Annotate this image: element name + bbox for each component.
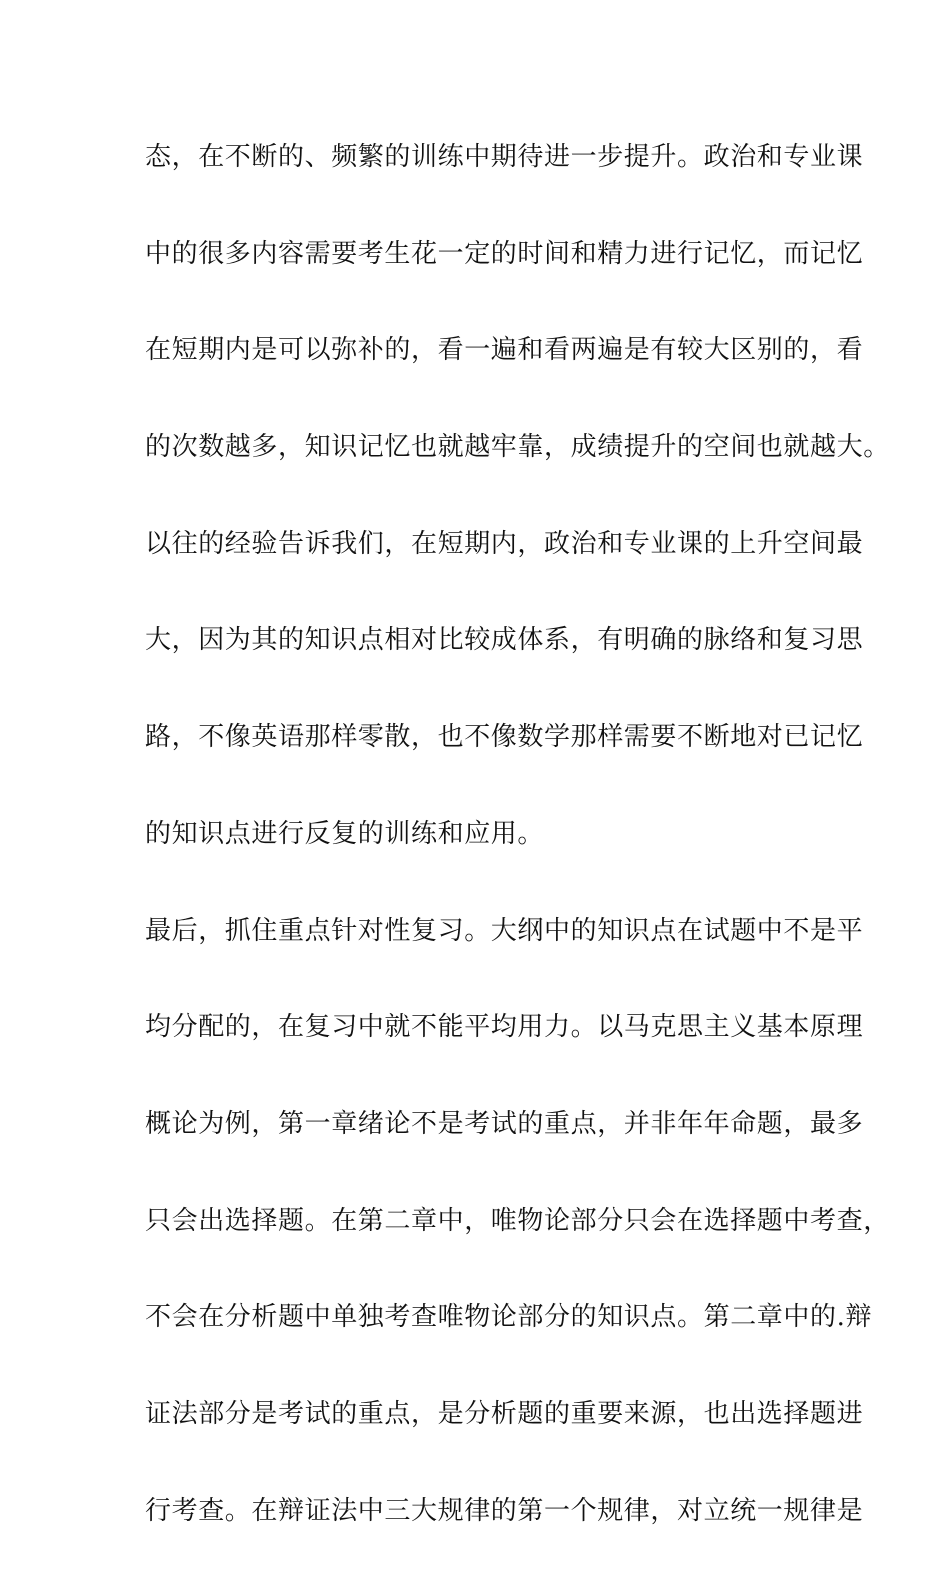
- text-line-11: 概论为例，第一章绪论不是考试的重点，并非年年命题，最多: [145, 1108, 864, 1139]
- text-line-14: 证法部分是考试的重点，是分析题的重要来源，也出选择题进: [145, 1398, 864, 1429]
- text-line-15: 行考查。在辩证法中三大规律的第一个规律，对立统一规律是: [145, 1495, 864, 1526]
- text-line-1: 态，在不断的、频繁的训练中期待进一步提升。政治和专业课: [145, 142, 864, 172]
- text-line-5: 以往的经验告诉我们，在短期内，政治和专业课的上升空间最: [145, 528, 864, 559]
- text-line-3: 在短期内是可以弥补的，看一遍和看两遍是有较大区别的，看: [145, 335, 864, 366]
- text-line-4: 的次数越多，知识记忆也就越牢靠，成绩提升的空间也就越大。: [145, 432, 890, 463]
- text-line-13: 不会在分析题中单独考查唯物论部分的知识点。第二章中的.辩: [145, 1302, 873, 1333]
- text-line-12: 只会出选择题。在第二章中，唯物论部分只会在选择题中考查，: [145, 1205, 890, 1236]
- text-line-8: 的知识点进行反复的训练和应用。: [145, 818, 545, 849]
- text-line-6: 大，因为其的知识点相对比较成体系，有明确的脉络和复习思: [145, 625, 864, 656]
- text-line-9: 最后，抓住重点针对性复习。大纲中的知识点在试题中不是平: [145, 915, 864, 946]
- text-line-7: 路，不像英语那样零散，也不像数学那样需要不断地对已记忆: [145, 722, 864, 753]
- text-line-10: 均分配的，在复习中就不能平均用力。以马克思主义基本原理: [145, 1012, 864, 1043]
- text-line-2: 中的很多内容需要考生花一定的时间和精力进行记忆，而记忆: [145, 238, 864, 269]
- body-text: [145, 128, 890, 1578]
